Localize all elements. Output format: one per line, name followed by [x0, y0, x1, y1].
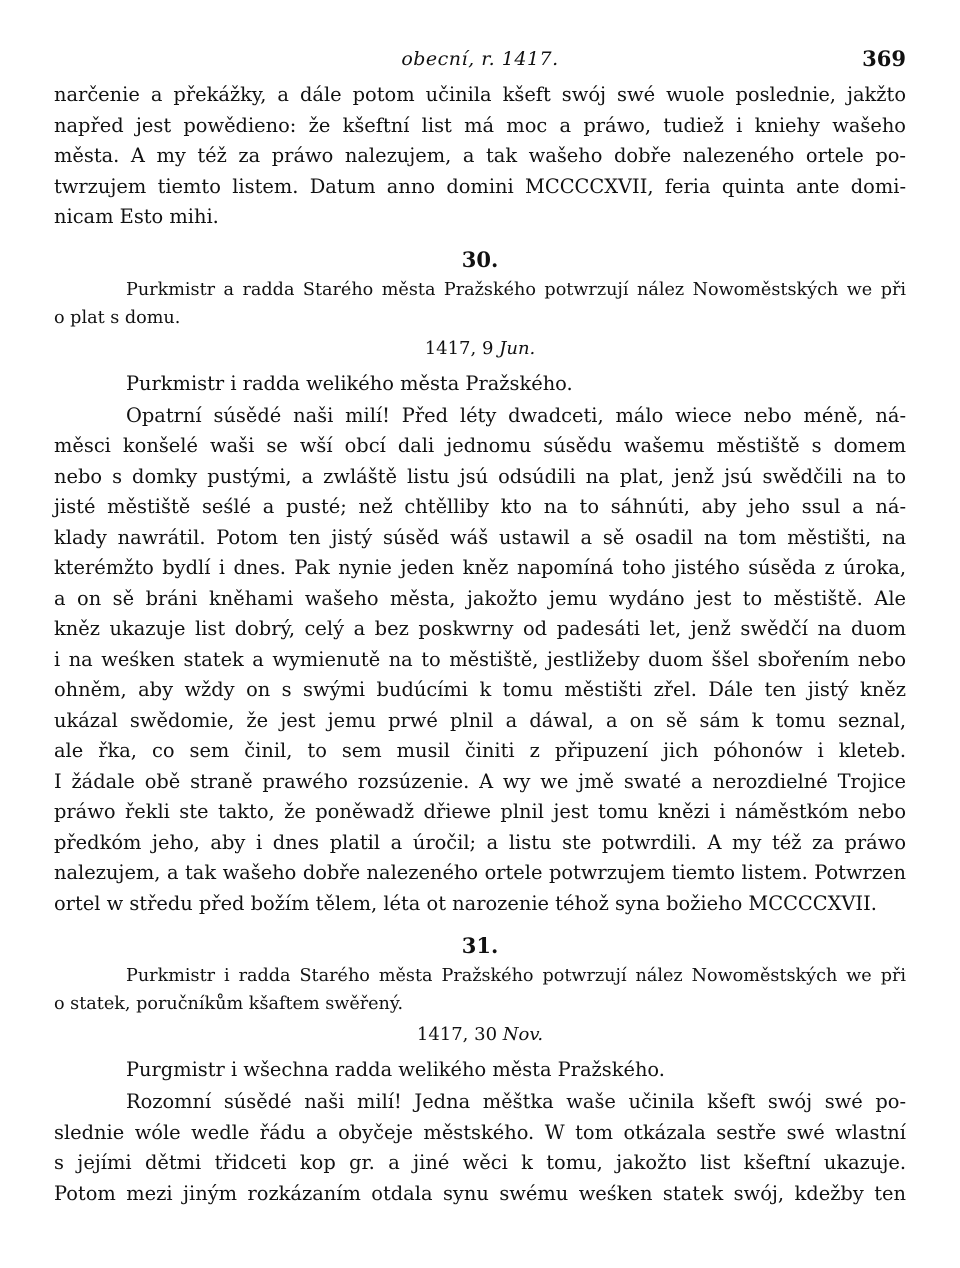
document-body [54, 401, 906, 920]
text-line: měsci konšelé waši se wší obcí dali jednomu súsědu wašemu městiště s domem [54, 434, 906, 457]
text-line: nalezujem, a tak wašeho dobře nalezeného ortele potwrzujem tiemto listem. Potwrzen [54, 861, 906, 884]
document-regest [54, 962, 906, 1018]
running-head: obecní, r. 1417. [401, 48, 559, 70]
intro-paragraph [54, 80, 906, 233]
document-address: Purkmistr i radda welikého města Pražského. [126, 371, 573, 395]
document-number: 30. [461, 246, 499, 272]
text-line: kněz ukazuje list dobrý, celý a bez poskwrny od padesáti let, jenž swědčí na duom [54, 617, 906, 640]
page-header [54, 40, 906, 80]
text-line: nebo s domky pustými, a zwláště listu jsú odsúdili na plat, jenž jsú swědčili na to [54, 464, 906, 488]
text-line: kterémžto bydlí i dnes. Pak nynie jeden kněz napomíná toho jistého súsěda z úroka, [54, 556, 906, 579]
document-body [54, 1087, 906, 1209]
text-line: twrzujem tiemto listem. Datum anno domini MCCCCXVII, feria quinta ante domi- [54, 174, 906, 198]
text-line: předkóm jeho, aby i dnes platil a úročil; a listu ste potwrdili. A my též za práwo [54, 830, 906, 854]
text-line: Opatrní súsědé naši milí! Před léty dwadceti, málo wiece nebo méně, ná- [126, 403, 906, 427]
text-line: Rozomní súsědé naši milí! Jedna měštka waše učinila kšeft swój swé po- [126, 1090, 906, 1113]
document-address: Purgmistr i wšechna radda welikého města Pražského. [126, 1058, 665, 1081]
date-day: 1417, 9 [424, 337, 494, 359]
regest-line: o plat s domu. [54, 307, 181, 328]
date-month: Jun. [499, 337, 536, 359]
text-line: jisté městiště seślé a pusté; než chtělliby kto na to sáhnúti, aby jeho ssul a ná- [54, 495, 906, 518]
text-line: města. A my též za práwo nalezujem, a tak wašeho dobře nalezeného ortele po- [54, 144, 906, 167]
text-line: ale řka, co sem činil, to sem musil činiti z připuzení jich póhonów i kleteb. [54, 739, 906, 762]
text-line: nicam Esto mihi. [54, 205, 219, 228]
text-line: ukázal swědomie, že jest jemu prwé plnil a dáwal, a on sě sám k tomu seznal, [54, 708, 906, 732]
date-month: Nov. [502, 1024, 544, 1045]
document-page [54, 40, 906, 1209]
document-number: 31. [461, 933, 499, 958]
text-line: I žádale obě straně prawého rozsúzenie. A wy we jmě swaté a nerozdielné Trojice [54, 769, 906, 793]
text-line: ortel w středu před božím tělem, léta ot narozenie téhož syna božieho MCCCCXVII. [54, 891, 877, 915]
document-date [54, 338, 906, 359]
text-line: napřed jest powědieno: že kšeftní list má moc a práwo, tudiež i kniehy wašeho [54, 113, 906, 137]
text-line: ohněm, aby wždy on s swými budúcími k tomu městišti zřel. Dále ten jistý kněz [54, 678, 906, 701]
text-line: s jejími dětmi třidceti kop gr. a jiné wěci k tomu, jakožto list kšeftní ukazuje. [54, 1151, 906, 1174]
document-date [54, 1024, 906, 1045]
text-line: slednie wóle wedle řádu a obyčeje městského. W tom otkázala sestře swé wlastní [54, 1120, 906, 1144]
regest-line: Purkmistr i radda Starého města Pražského potwrzují nález Nowoměstských we při [126, 966, 906, 986]
text-line: a on sě bráni kněhami wašeho města, jakožto jemu wydáno jest to městiště. Ale [54, 586, 906, 610]
regest-line: Purkmistr a radda Starého města Pražského potwrzují nález Nowoměstských we při [126, 279, 906, 300]
text-line: narčenie a překážky, a dále potom učinila kšeft swój swé wuole poslednie, jakžto [54, 83, 906, 106]
text-line: klady nawrátil. Potom ten jistý súsěd wáš ustawil a sě osadil na tom městišti, na [54, 525, 906, 549]
date-day: 1417, 30 [416, 1024, 498, 1045]
regest-line: o statek, poručníkům kšaftem swěřený. [54, 994, 404, 1014]
text-line: práwo řekli ste takto, že poněwadž dřiewe plnil jest tomu knězi i náměstkóm nebo [54, 800, 906, 823]
text-line: i na weśken statek a wymienutě na to městiště, jestližeby duom ššel sbořením nebo [54, 647, 906, 671]
page-number: 369 [862, 46, 906, 71]
text-line: Potom mezi jiným rozkázaním otdala synu swému weśken statek swój, kdežby ten [54, 1181, 906, 1205]
document-regest [54, 276, 906, 332]
